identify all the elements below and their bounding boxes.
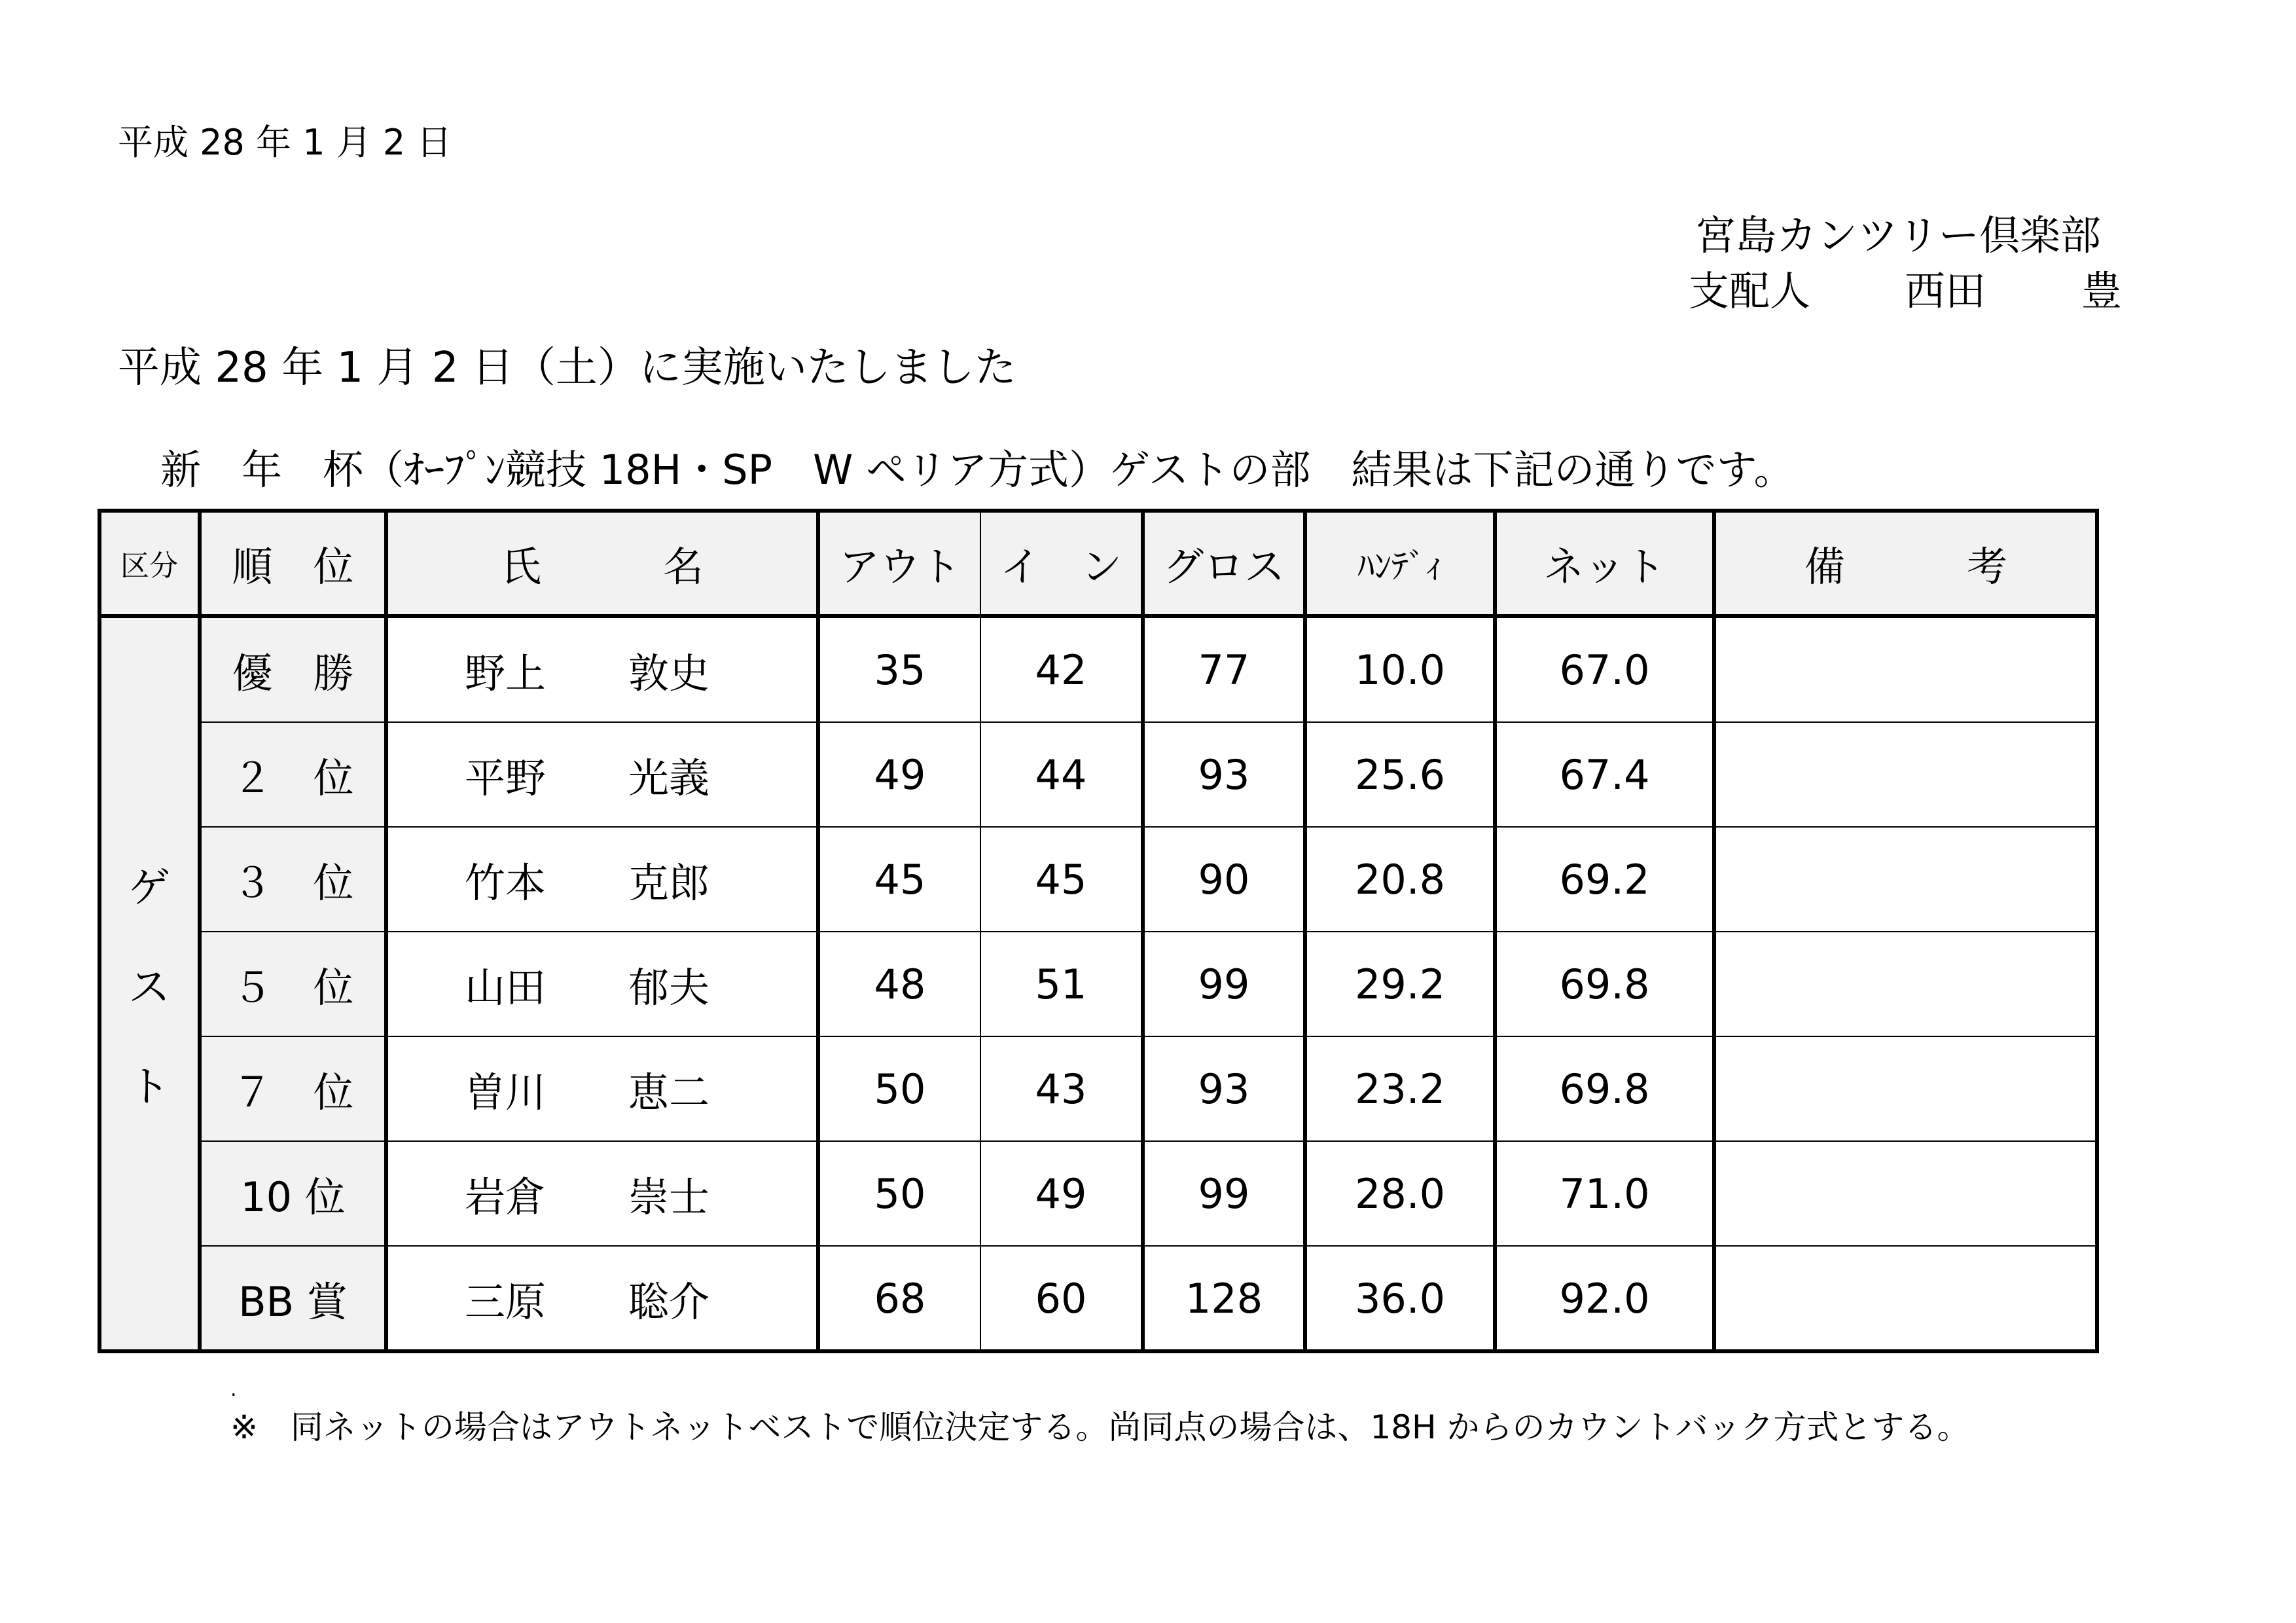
table-row <box>100 616 2096 722</box>
net-score-cell: 92.0 <box>1495 1246 1714 1351</box>
remarks-cell <box>1714 1246 2096 1351</box>
player-given-name: 郁夫 <box>628 963 710 1012</box>
net-score-cell: 69.8 <box>1495 932 1714 1036</box>
rank-cell: 優 勝 <box>200 616 386 722</box>
net-score-cell: 67.0 <box>1495 616 1714 722</box>
handicap-cell: 28.0 <box>1305 1141 1495 1246</box>
manager-given-name: 豊 <box>2081 267 2123 315</box>
player-name-cell <box>386 1141 818 1246</box>
player-family-name: 野上 <box>465 649 547 697</box>
table-row <box>100 1246 2096 1351</box>
remarks-cell <box>1714 616 2096 722</box>
in-score-cell: 45 <box>980 827 1143 932</box>
col-net: ネット <box>1495 511 1714 616</box>
player-name-cell <box>386 616 818 722</box>
col-rank: 順 位 <box>200 511 386 616</box>
table-row <box>100 827 2096 932</box>
player-family-name: 曽川 <box>465 1068 547 1116</box>
gross-score-cell: 93 <box>1143 1036 1305 1141</box>
col-gross: グロス <box>1143 511 1305 616</box>
manager-family-name: 西田 <box>1905 267 1986 315</box>
out-score-cell: 45 <box>818 827 980 932</box>
handicap-cell: 29.2 <box>1305 932 1495 1036</box>
gross-score-cell: 99 <box>1143 1141 1305 1246</box>
player-family-name: 平野 <box>465 754 547 802</box>
player-given-name: 恵二 <box>628 1068 710 1116</box>
col-remarks: 備 考 <box>1714 511 2096 616</box>
player-name-cell <box>386 932 818 1036</box>
in-score-cell: 51 <box>980 932 1143 1036</box>
player-family-name: 山田 <box>465 963 547 1012</box>
in-score-cell: 44 <box>980 722 1143 827</box>
net-score-cell: 71.0 <box>1495 1141 1714 1246</box>
rank-cell: ３ 位 <box>200 827 386 932</box>
rank-cell: ７ 位 <box>200 1036 386 1141</box>
remarks-cell <box>1714 932 2096 1036</box>
handicap-cell: 20.8 <box>1305 827 1495 932</box>
held-statement: 平成 28 年 1 月 2 日（土）に実施いたしました <box>118 344 1016 392</box>
event-title: 新 年 杯（ｵｰﾌﾟﾝ競技 18H・SP W ペリア方式）ゲストの部 結果は下記の通りです。 <box>160 446 1795 494</box>
manager-line <box>1689 259 2122 317</box>
remarks-cell <box>1714 722 2096 827</box>
in-score-cell: 43 <box>980 1036 1143 1141</box>
remarks-cell <box>1714 1036 2096 1141</box>
document-date: 平成 28 年 1 月 2 日 <box>118 122 452 163</box>
player-given-name: 敦史 <box>628 649 710 697</box>
handicap-cell: 36.0 <box>1305 1246 1495 1351</box>
player-name-cell <box>386 1246 818 1351</box>
col-out: アウト <box>818 511 980 616</box>
table-row <box>100 1036 2096 1141</box>
out-score-cell: 50 <box>818 1141 980 1246</box>
manager-role: 支配人 <box>1689 267 1811 315</box>
category-char: ス <box>128 964 170 1012</box>
gross-score-cell: 128 <box>1143 1246 1305 1351</box>
rank-cell: BB 賞 <box>200 1246 386 1351</box>
player-family-name: 竹本 <box>465 858 547 907</box>
col-handicap: ﾊﾝﾃﾞｨ <box>1305 511 1495 616</box>
remarks-cell <box>1714 1141 2096 1246</box>
table-row <box>100 722 2096 827</box>
category-char: ゲ <box>128 864 170 913</box>
player-family-name: 三原 <box>465 1277 547 1326</box>
player-given-name: 崇士 <box>628 1173 710 1221</box>
out-score-cell: 35 <box>818 616 980 722</box>
footnote-dot: . <box>230 1378 237 1401</box>
player-family-name: 岩倉 <box>465 1173 547 1221</box>
gross-score-cell: 93 <box>1143 722 1305 827</box>
rank-cell: 10 位 <box>200 1141 386 1246</box>
net-score-cell: 67.4 <box>1495 722 1714 827</box>
handicap-cell: 25.6 <box>1305 722 1495 827</box>
player-given-name: 光義 <box>628 754 710 802</box>
header-row <box>100 511 2096 616</box>
category-char: ト <box>128 1063 170 1112</box>
footnote: ※ 同ネットの場合はアウトネットベストで順位決定する。尚同点の場合は、18H からのカウントバック方式とする。 <box>230 1408 1970 1446</box>
handicap-cell: 10.0 <box>1305 616 1495 722</box>
handicap-cell: 23.2 <box>1305 1036 1495 1141</box>
col-in: イ ン <box>980 511 1143 616</box>
table-row <box>100 1141 2096 1246</box>
gross-score-cell: 90 <box>1143 827 1305 932</box>
in-score-cell: 60 <box>980 1246 1143 1351</box>
player-name-cell <box>386 1036 818 1141</box>
net-score-cell: 69.8 <box>1495 1036 1714 1141</box>
col-name: 氏 名 <box>386 511 818 616</box>
col-category: 区分 <box>100 511 200 616</box>
out-score-cell: 49 <box>818 722 980 827</box>
club-name: 宮島カンツリー倶楽部 <box>1695 211 2102 259</box>
rank-cell: ２ 位 <box>200 722 386 827</box>
in-score-cell: 49 <box>980 1141 1143 1246</box>
in-score-cell: 42 <box>980 616 1143 722</box>
player-given-name: 克郎 <box>628 858 710 907</box>
out-score-cell: 68 <box>818 1246 980 1351</box>
category-cell <box>100 616 200 1351</box>
out-score-cell: 50 <box>818 1036 980 1141</box>
net-score-cell: 69.2 <box>1495 827 1714 932</box>
table-row <box>100 932 2096 1036</box>
player-given-name: 聡介 <box>628 1277 710 1326</box>
out-score-cell: 48 <box>818 932 980 1036</box>
player-name-cell <box>386 827 818 932</box>
rank-cell: ５ 位 <box>200 932 386 1036</box>
player-name-cell <box>386 722 818 827</box>
results-table <box>99 511 2097 1351</box>
remarks-cell <box>1714 827 2096 932</box>
gross-score-cell: 77 <box>1143 616 1305 722</box>
gross-score-cell: 99 <box>1143 932 1305 1036</box>
